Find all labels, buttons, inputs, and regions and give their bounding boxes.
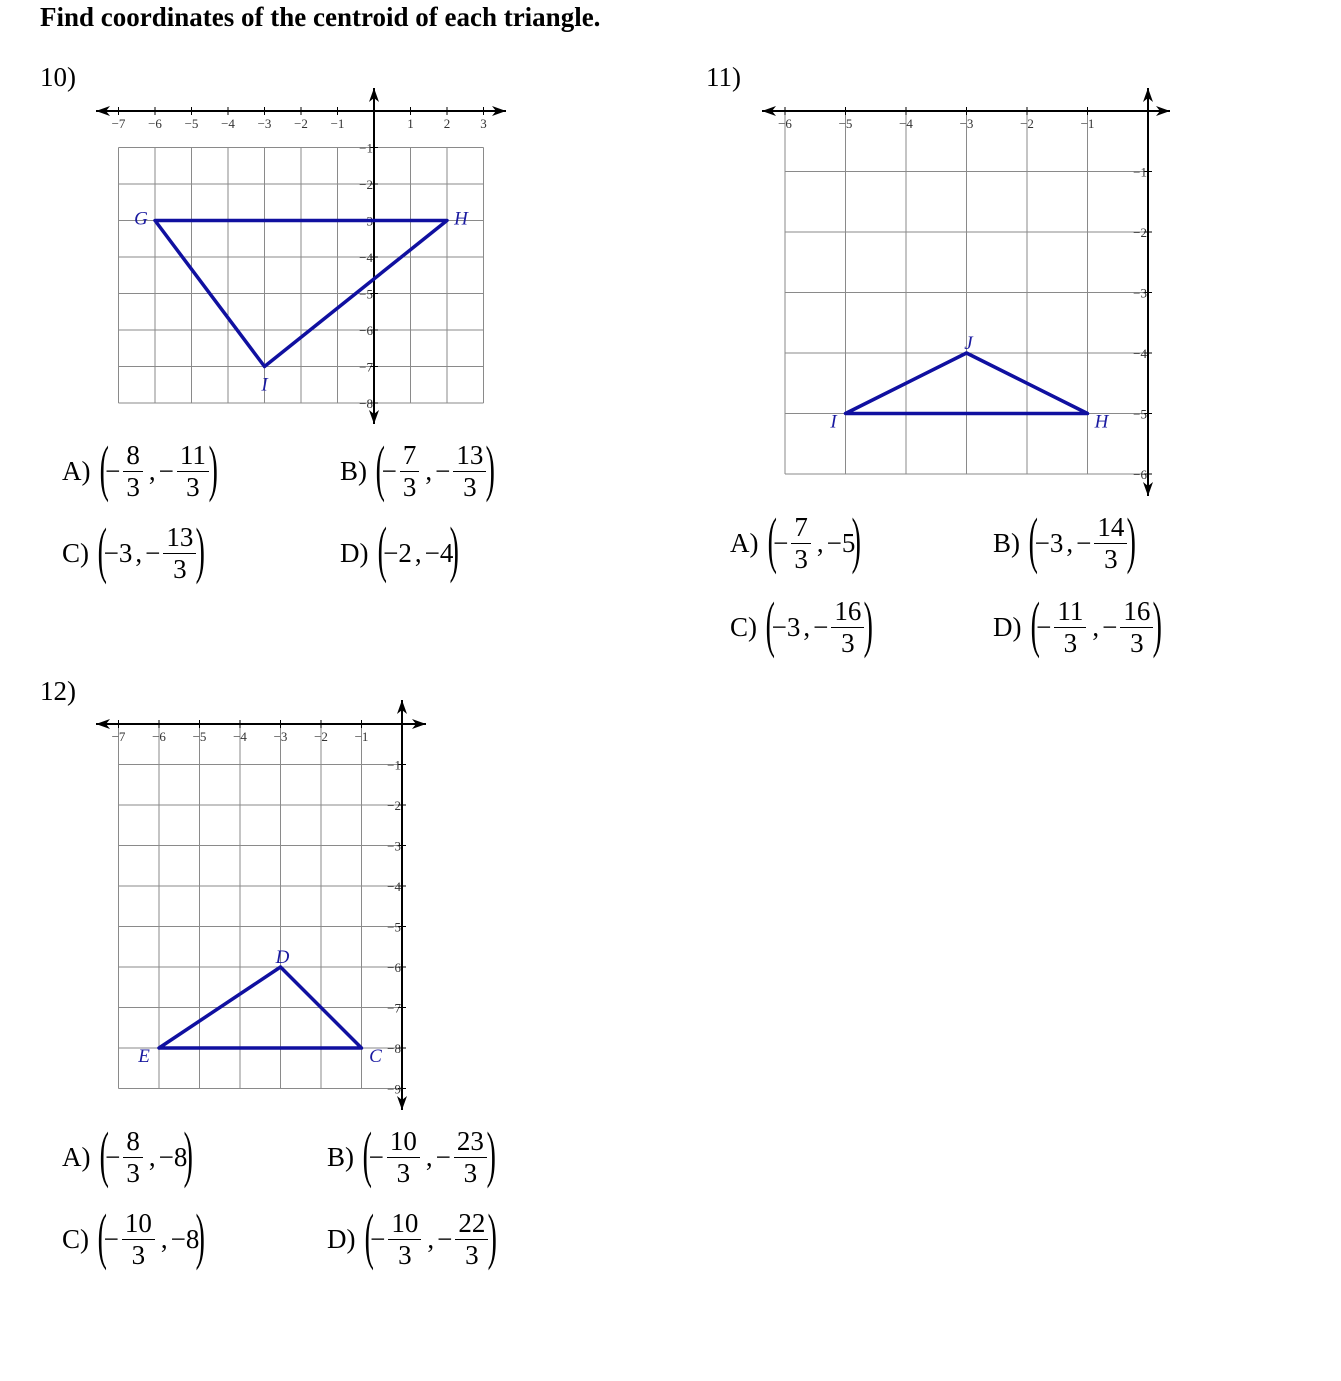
comma: , — [160, 1224, 168, 1255]
x-tick-label: −2 — [314, 729, 328, 744]
open-paren: ( — [362, 1120, 372, 1189]
fraction-denominator: 3 — [173, 554, 187, 585]
minus-sign: − — [1076, 528, 1092, 559]
minus-sign: − — [105, 1142, 121, 1173]
fraction-numerator: 23 — [454, 1126, 487, 1158]
minus-sign: − — [437, 1224, 453, 1255]
vertex-label-h: H — [454, 208, 468, 230]
y-tick-label: −5 — [1133, 406, 1147, 422]
choice-letter: C) — [62, 538, 89, 569]
fraction-numerator: 8 — [123, 1126, 143, 1158]
x-tick-label: −4 — [899, 116, 913, 131]
vertex-label-d: D — [275, 947, 290, 968]
coordinate-value: −3 — [771, 612, 801, 643]
choice-letter: C) — [730, 612, 757, 643]
y-tick-label: −4 — [359, 250, 373, 265]
comma: , — [816, 528, 824, 559]
fraction-numerator: 11 — [177, 440, 209, 472]
minus-sign: − — [103, 1224, 119, 1255]
open-paren: ( — [1028, 506, 1038, 575]
fraction-numerator: 13 — [453, 440, 486, 472]
y-tick-label: −2 — [359, 177, 373, 192]
x-tick-label: −5 — [192, 729, 207, 744]
comma: , — [425, 456, 433, 487]
minus-sign: − — [381, 456, 397, 487]
fraction — [1094, 512, 1127, 575]
comma: , — [1066, 528, 1074, 559]
fraction-denominator: 3 — [396, 1158, 411, 1189]
y-tick-label: −6 — [359, 323, 373, 338]
x-tick-label: −6 — [778, 116, 792, 131]
problem-12-number: 12) — [40, 676, 76, 706]
vertex-label-e: E — [138, 1046, 150, 1067]
y-tick-label: −3 — [387, 838, 401, 854]
y-tick-label: −8 — [359, 396, 373, 411]
answer-choice[interactable] — [993, 506, 1137, 575]
choice-letter: B) — [327, 1142, 354, 1173]
minus-sign: − — [158, 456, 174, 487]
fraction-numerator: 10 — [122, 1208, 155, 1240]
minus-sign: − — [1036, 612, 1052, 643]
x-tick-label: −3 — [959, 116, 974, 131]
vertex-label-i: I — [261, 374, 268, 396]
fraction-denominator: 3 — [126, 472, 140, 503]
vertex-label-g: G — [134, 208, 148, 230]
x-tick-label: −6 — [152, 729, 166, 744]
fraction-numerator: 13 — [163, 522, 196, 554]
fraction — [123, 1126, 143, 1189]
fraction-numerator: 7 — [400, 440, 420, 472]
y-tick-label: −3 — [359, 213, 373, 229]
fraction-numerator: 8 — [123, 440, 143, 472]
y-tick-label: −9 — [387, 1081, 401, 1097]
coordinate-value: −4 — [424, 537, 454, 568]
fraction — [791, 512, 811, 575]
coordinate-value: −8 — [170, 1224, 200, 1255]
fraction-denominator: 3 — [131, 1240, 146, 1271]
close-paren: ) — [1127, 506, 1137, 575]
coordinate-value: −3 — [1034, 528, 1064, 559]
close-paren: ) — [196, 516, 206, 585]
close-paren: ) — [486, 1120, 496, 1189]
choice-letter: A) — [62, 1142, 91, 1173]
x-tick-label: −2 — [1020, 116, 1034, 131]
close-paren: ) — [1153, 590, 1163, 659]
x-tick-label: −3 — [257, 116, 272, 131]
y-tick-label: −5 — [359, 286, 373, 302]
fraction — [453, 440, 486, 503]
coordinate-value: −8 — [158, 1142, 188, 1173]
comma: , — [425, 1142, 433, 1173]
open-paren: ( — [97, 1202, 107, 1271]
open-paren: ( — [375, 434, 385, 503]
x-tick-label: −2 — [294, 116, 308, 131]
open-paren: ( — [765, 590, 775, 659]
y-tick-label: −8 — [387, 1041, 401, 1056]
choice-letter: D) — [327, 1224, 356, 1255]
open-paren: ( — [1030, 590, 1040, 659]
y-tick-label: −6 — [387, 960, 401, 975]
vertex-label-j: J — [964, 333, 973, 354]
problem-10-number: 10) — [40, 62, 76, 92]
comma: , — [148, 456, 156, 487]
answer-choice[interactable] — [993, 590, 1163, 659]
choice-letter: D) — [993, 612, 1022, 643]
y-tick-label: −4 — [1133, 346, 1147, 361]
fraction — [831, 596, 864, 659]
coordinate-value: −5 — [826, 528, 856, 559]
answer-choice[interactable] — [62, 434, 218, 503]
answer-choice[interactable] — [730, 506, 862, 575]
fraction-denominator: 3 — [794, 544, 808, 575]
close-paren: ) — [488, 1202, 498, 1271]
fraction-numerator: 7 — [791, 512, 811, 544]
fraction — [387, 1126, 420, 1189]
x-tick-label: −5 — [838, 116, 853, 131]
close-paren: ) — [450, 516, 460, 584]
answer-choice[interactable] — [62, 1120, 194, 1189]
fraction-numerator: 16 — [1120, 596, 1153, 628]
open-paren: ( — [767, 506, 777, 575]
y-tick-label: −6 — [1133, 467, 1147, 482]
fraction-denominator: 3 — [1104, 544, 1118, 575]
y-tick-label: −7 — [359, 359, 373, 375]
fraction-denominator: 3 — [465, 1240, 479, 1271]
minus-sign: − — [368, 1142, 384, 1173]
x-tick-label: −7 — [111, 116, 126, 131]
coordinate-value: −3 — [103, 538, 133, 569]
close-paren: ) — [208, 434, 218, 503]
fraction-denominator: 3 — [841, 628, 855, 659]
close-paren: ) — [184, 1120, 194, 1189]
fraction-denominator: 3 — [126, 1158, 140, 1189]
fraction-numerator: 16 — [831, 596, 864, 628]
x-tick-label: −4 — [221, 116, 235, 131]
comma: , — [135, 538, 143, 569]
fraction — [177, 440, 209, 503]
open-paren: ( — [99, 434, 109, 503]
choice-letter: A) — [730, 528, 759, 559]
y-tick-label: −2 — [1133, 225, 1147, 240]
fraction-numerator: 10 — [387, 1126, 420, 1158]
y-tick-label: −1 — [387, 757, 401, 773]
comma: , — [803, 612, 811, 643]
minus-sign: − — [105, 456, 121, 487]
x-tick-label: 1 — [407, 116, 414, 131]
x-tick-label: −1 — [354, 729, 369, 744]
minus-sign: − — [435, 1142, 451, 1173]
vertex-label-i: I — [830, 411, 837, 433]
fraction-denominator: 3 — [463, 1158, 478, 1189]
problem-11-number: 11) — [706, 62, 741, 92]
fraction-denominator: 3 — [398, 1240, 412, 1271]
choice-letter: B) — [340, 456, 367, 487]
y-tick-label: −2 — [387, 798, 401, 813]
x-tick-label: 2 — [443, 116, 451, 131]
minus-sign: − — [370, 1224, 386, 1255]
vertex-label-h: H — [1094, 411, 1109, 433]
x-tick-label: −7 — [111, 729, 126, 744]
fraction — [1054, 596, 1086, 659]
fraction-numerator: 22 — [455, 1208, 488, 1240]
fraction-numerator: 14 — [1094, 512, 1127, 544]
comma: , — [414, 537, 422, 568]
y-tick-label: −3 — [1133, 285, 1147, 301]
fraction — [388, 1208, 421, 1271]
open-paren: ( — [97, 516, 107, 585]
y-tick-label: −1 — [1133, 164, 1147, 180]
y-tick-label: −1 — [359, 140, 373, 156]
open-paren: ( — [364, 1202, 374, 1271]
close-paren: ) — [864, 590, 874, 659]
answer-choice[interactable] — [327, 1120, 496, 1189]
y-tick-label: −4 — [387, 879, 401, 894]
comma: , — [1092, 612, 1100, 643]
fraction-denominator: 3 — [186, 472, 200, 503]
x-tick-label: −6 — [148, 116, 162, 131]
fraction-denominator: 3 — [463, 472, 477, 503]
y-tick-label: −5 — [387, 919, 401, 935]
open-paren: ( — [99, 1120, 109, 1189]
choice-letter: D) — [340, 537, 369, 568]
choice-letter: C) — [62, 1224, 89, 1255]
choice-letter: B) — [993, 528, 1020, 559]
fraction-numerator: 11 — [1054, 596, 1086, 628]
fraction-denominator: 3 — [402, 472, 417, 503]
fraction — [1120, 596, 1153, 659]
y-tick-label: −7 — [387, 1000, 401, 1016]
x-tick-label: −1 — [1080, 116, 1095, 131]
answer-choice[interactable] — [327, 1202, 498, 1271]
vertex-label-c: C — [369, 1046, 382, 1067]
minus-sign: − — [813, 612, 829, 643]
fraction — [454, 1126, 487, 1189]
fraction-numerator: 10 — [388, 1208, 421, 1240]
minus-sign: − — [145, 538, 161, 569]
answer-choice[interactable] — [62, 516, 206, 585]
minus-sign: − — [773, 528, 789, 559]
answer-choice[interactable] — [730, 590, 874, 659]
x-tick-label: 3 — [480, 116, 487, 131]
x-tick-label: −5 — [184, 116, 199, 131]
close-paren: ) — [196, 1202, 206, 1271]
open-paren: ( — [377, 516, 387, 584]
x-tick-label: −3 — [273, 729, 288, 744]
fraction — [122, 1208, 155, 1271]
fraction — [400, 440, 420, 503]
answer-choice[interactable] — [340, 516, 460, 584]
fraction — [455, 1208, 488, 1271]
x-tick-label: −1 — [330, 116, 345, 131]
fraction-denominator: 3 — [1130, 628, 1144, 659]
answer-choice[interactable] — [62, 1202, 206, 1271]
minus-sign: − — [1102, 612, 1118, 643]
close-paren: ) — [852, 506, 862, 575]
comma: , — [148, 1142, 156, 1173]
x-tick-label: −4 — [233, 729, 247, 744]
close-paren: ) — [486, 434, 496, 503]
fraction-denominator: 3 — [1063, 628, 1078, 659]
choice-letter: A) — [62, 456, 91, 487]
coordinate-value: −2 — [383, 537, 412, 568]
fraction — [163, 522, 196, 585]
worksheet-title: Find coordinates of the centroid of each triangle. — [40, 2, 601, 32]
fraction — [123, 440, 143, 503]
comma: , — [427, 1224, 435, 1255]
answer-choice[interactable] — [340, 434, 496, 503]
minus-sign: − — [435, 456, 451, 487]
